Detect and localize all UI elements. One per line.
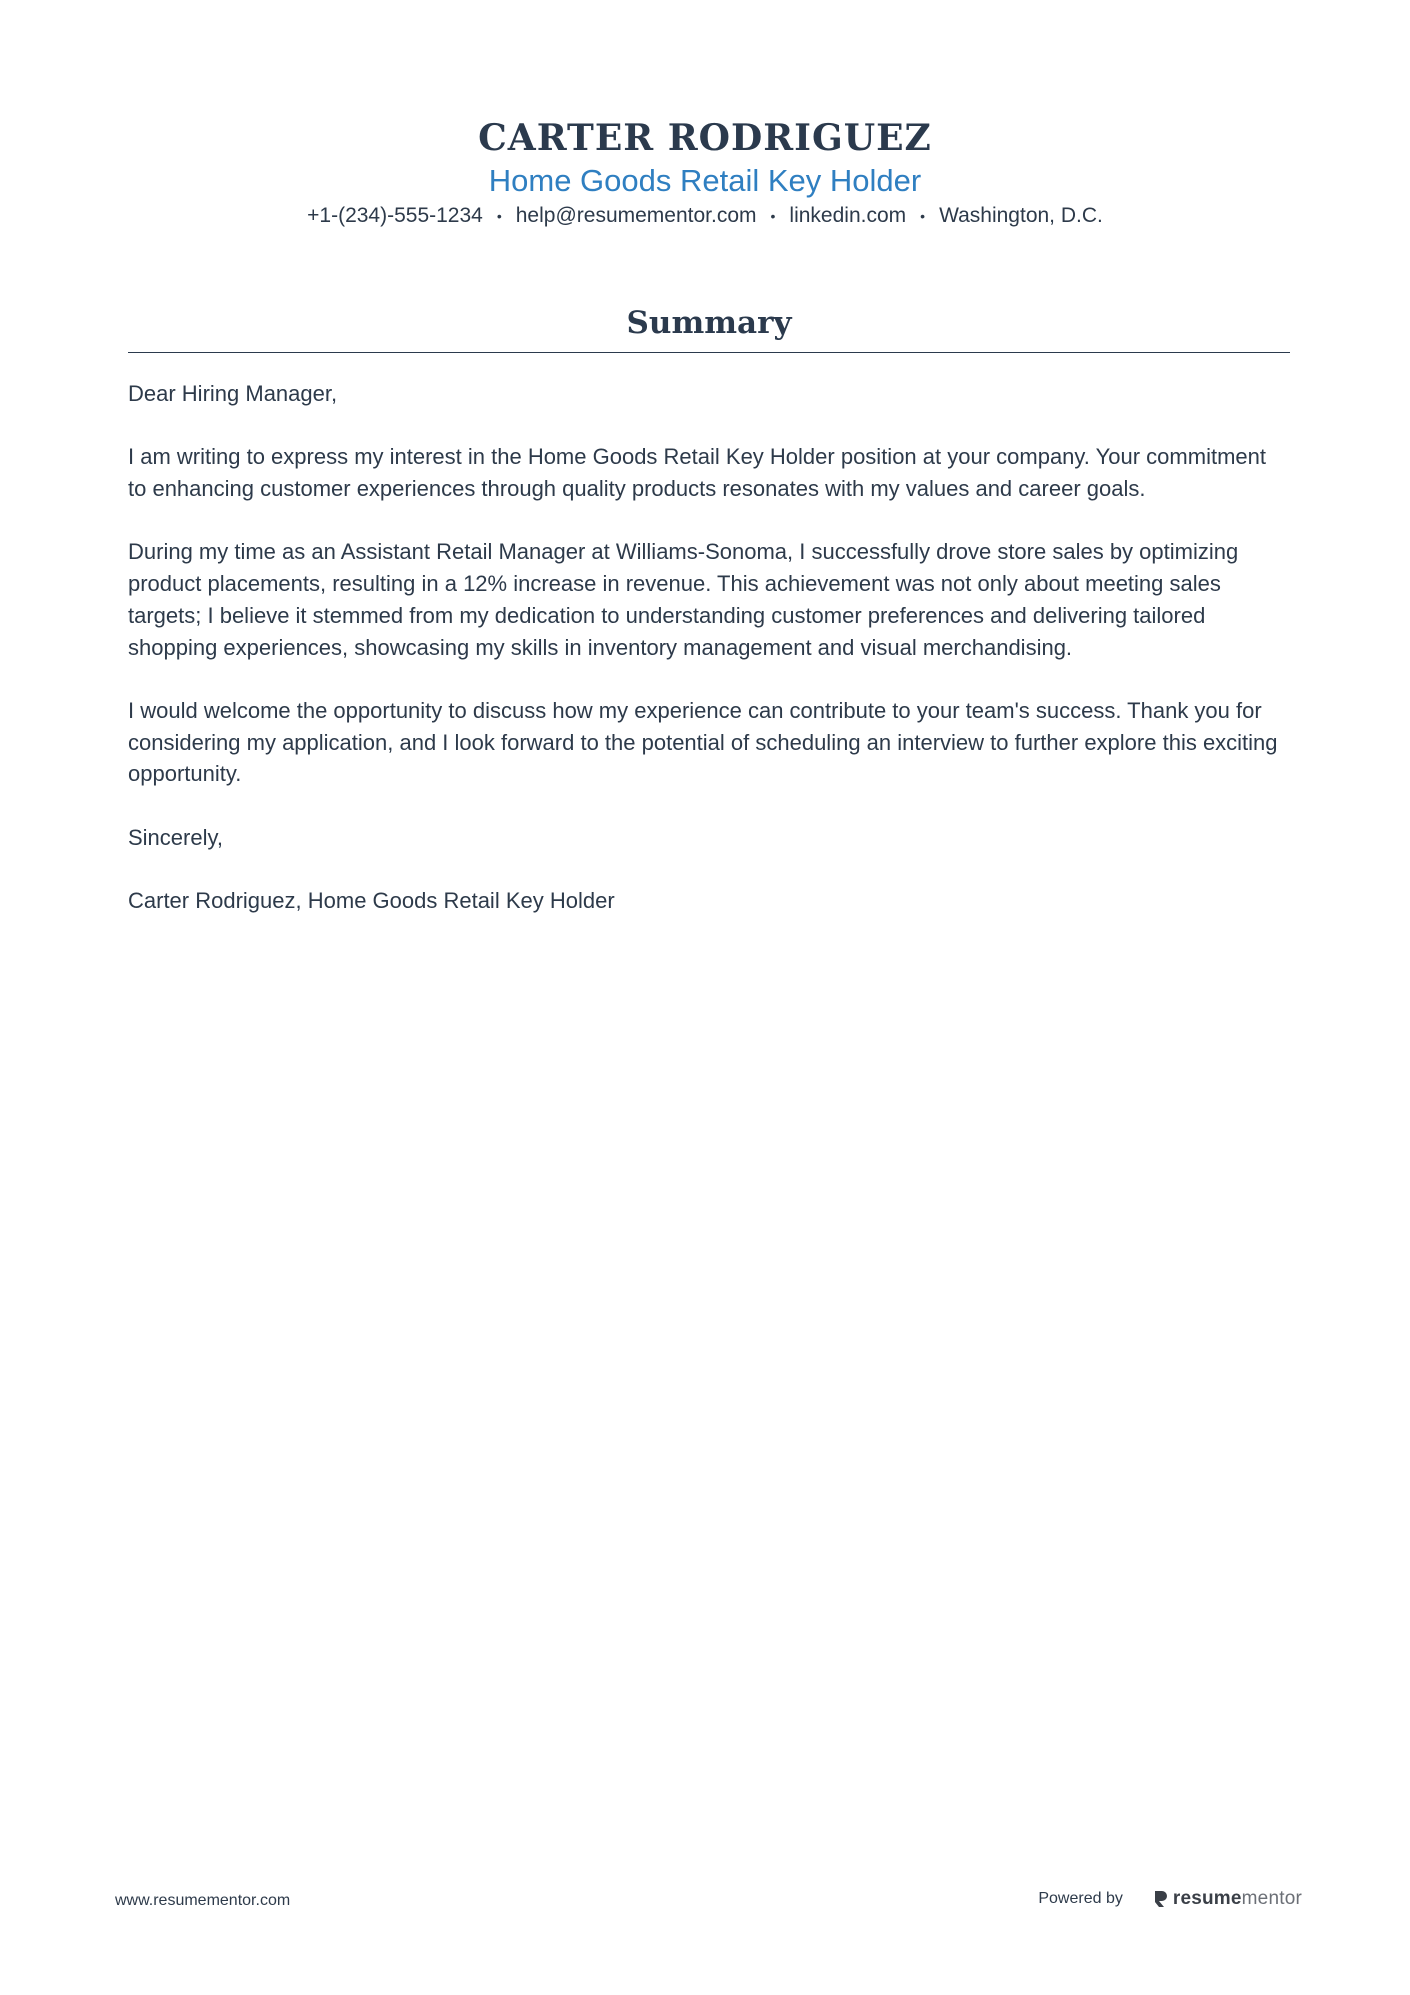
contact-phone: +1-(234)-555-1234 (307, 204, 483, 227)
contact-location: Washington, D.C. (939, 204, 1103, 227)
contact-email: help@resumementor.com (515, 204, 757, 227)
letter-body (128, 378, 1290, 949)
section-title-summary: Summary (626, 305, 792, 341)
candidate-name: CARTER RODRIGUEZ (478, 117, 932, 159)
letter-paragraph-3: I would welcome the opportunity to discuss how my experience can contribute to your team's success. Thank you for considering my application, and I look forward to the potential of scheduling an interview to further explore this exciting opportunity. (128, 697, 1278, 787)
separator-dot: • (920, 208, 926, 225)
letter-paragraph-1: I am writing to express my interest in the Home Goods Retail Key Holder position at your company. Your commitment to enhancing customer experiences through quality products resonates with my values and career goals. (128, 444, 1266, 502)
resumementor-logo (1153, 1888, 1302, 1910)
separator-dot: • (770, 208, 776, 225)
letter-signature: Carter Rodriguez, Home Goods Retail Key Holder (128, 888, 615, 914)
footer-branding (1038, 1888, 1302, 1910)
letter-paragraph-2: During my time as an Assistant Retail Manager at Williams-Sonoma, I successfully drove store sales by optimizing product placements, resulting in a 12% increase in revenue. This achievement was not only about meeting sales targets; I believe it stemmed from my dedication to understanding customer preferences and delivering tailored shopping experiences, showcasing my skills in inventory management and visual merchandising. (128, 539, 1239, 660)
contact-line (0, 200, 1410, 232)
logo-text-light: mentor (1241, 1888, 1302, 1909)
powered-by-label: Powered by (1038, 1890, 1123, 1907)
contact-linkedin: linkedin.com (789, 204, 907, 227)
resumementor-logo-icon (1153, 1889, 1169, 1909)
letter-closing: Sincerely, (128, 824, 223, 850)
job-title: Home Goods Retail Key Holder (488, 163, 922, 198)
separator-dot: • (496, 208, 502, 225)
header (0, 114, 1410, 232)
letter-greeting: Dear Hiring Manager, (128, 381, 338, 406)
section-divider (128, 352, 1290, 353)
logo-text-bold: resume (1172, 1888, 1242, 1909)
footer-website: www.resumementor.com (115, 1892, 291, 1909)
